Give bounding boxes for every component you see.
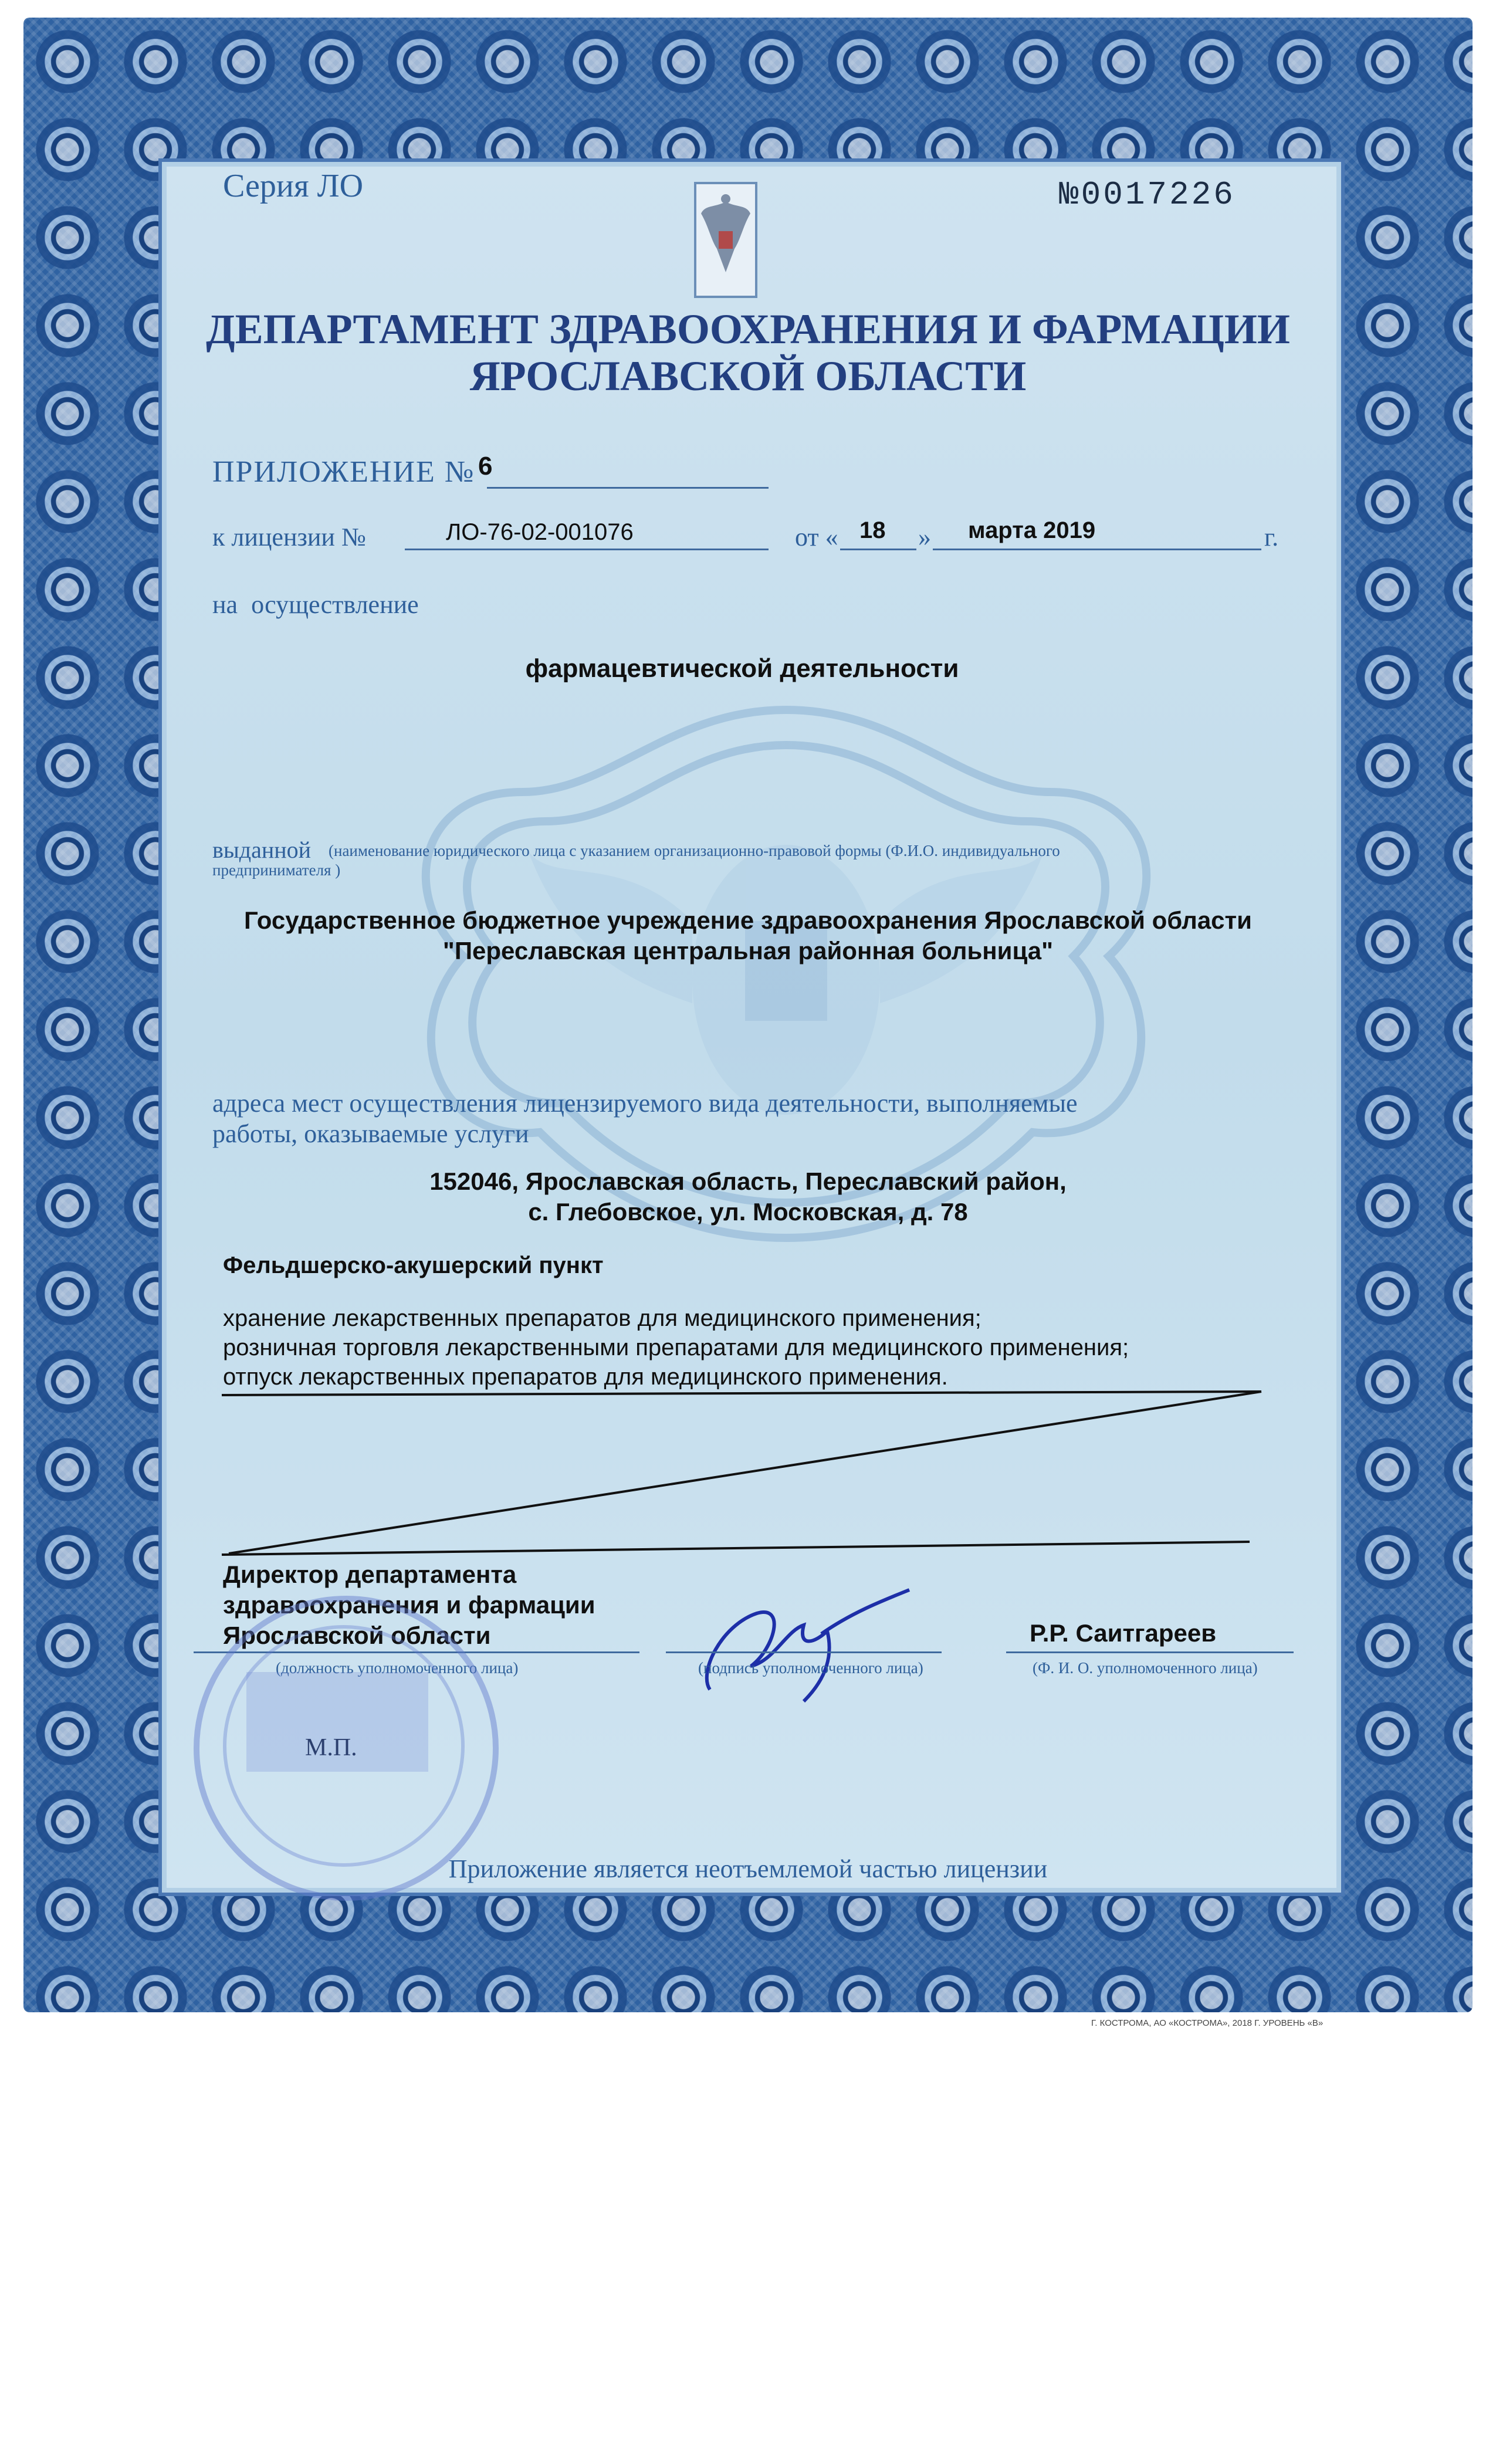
license-number: ЛО-76-02-001076 xyxy=(446,519,634,545)
printer-imprint: Г. КОСТРОМА, АО «КОСТРОМА», 2018 Г. УРОВЕНЬ «В» xyxy=(1091,2018,1324,2028)
service-item: отпуск лекарственных препаратов для медицинского применения. xyxy=(223,1364,948,1390)
license-from-label: от « xyxy=(795,523,838,551)
address-line2: с. Глебовское, ул. Московская, д. 78 xyxy=(528,1198,968,1226)
organization-name-line1: Государственное бюджетное учреждение здравоохранения Ярославской области xyxy=(244,906,1252,934)
address-label-line1: адреса мест осуществления лицензируемого вида деятельности, выполняемые xyxy=(212,1089,1078,1118)
service-item: хранение лекарственных препаратов для медицинского применения; xyxy=(223,1305,981,1331)
signatory-name: Р.Р. Саитгареев xyxy=(1030,1619,1217,1647)
signatory-position-line3: Ярославской области xyxy=(223,1622,491,1649)
signatory-position-line2: здравоохранения и фармации xyxy=(223,1591,595,1619)
seal-place-label: М.П. xyxy=(305,1734,357,1761)
signature-underline xyxy=(666,1651,942,1653)
department-title-line1: ДЕПАРТАМЕНТ ЗДРАВООХРАНЕНИЯ И ФАРМАЦИИ xyxy=(206,306,1290,353)
activity-value: фармацевтической деятельности xyxy=(525,654,959,683)
document-number: №0017226 xyxy=(1059,176,1236,214)
activity-label: на осуществление xyxy=(212,590,419,619)
appendix-number: 6 xyxy=(478,452,493,480)
position-caption: (должность уполномоченного лица) xyxy=(276,1659,519,1677)
license-label: к лицензии № xyxy=(212,523,366,551)
issued-note-continued: предпринимателя ) xyxy=(212,861,341,879)
footer-note: Приложение является неотъемлемой частью лицензии xyxy=(448,1854,1048,1883)
signature-caption: (подпись уполномоченного лица) xyxy=(698,1659,923,1677)
facility-name: Фельдшерско-акушерский пункт xyxy=(223,1253,604,1278)
license-quote-close: » xyxy=(918,523,931,551)
name-underline xyxy=(1006,1651,1294,1653)
issued-label: выданной xyxy=(212,837,312,863)
issued-note: (наименование юридического лица с указанием организационно-правовой формы (Ф.И.О. индивидуального xyxy=(329,842,1060,859)
department-title-line2: ЯРОСЛАВСКОЙ ОБЛАСТИ xyxy=(469,353,1027,400)
service-item: розничная торговля лекарственными препаратами для медицинского применения; xyxy=(223,1335,1129,1360)
organization-name-line2: "Переславская центральная районная больница" xyxy=(442,937,1054,964)
appendix-label: ПРИЛОЖЕНИЕ № xyxy=(212,455,475,489)
address-label-line2: работы, оказываемые услуги xyxy=(212,1119,529,1148)
license-day: 18 xyxy=(859,517,886,543)
license-month-year: марта 2019 xyxy=(968,517,1096,543)
signatory-position-line1: Директор департамента xyxy=(223,1561,517,1588)
name-caption: (Ф. И. О. уполномоченного лица) xyxy=(1033,1659,1258,1677)
license-year-suffix: г. xyxy=(1264,523,1279,551)
series-label: Серия ЛО xyxy=(223,168,364,204)
address-line1: 152046, Ярославская область, Переславский район, xyxy=(429,1167,1067,1195)
signature-mark xyxy=(686,1578,921,1707)
